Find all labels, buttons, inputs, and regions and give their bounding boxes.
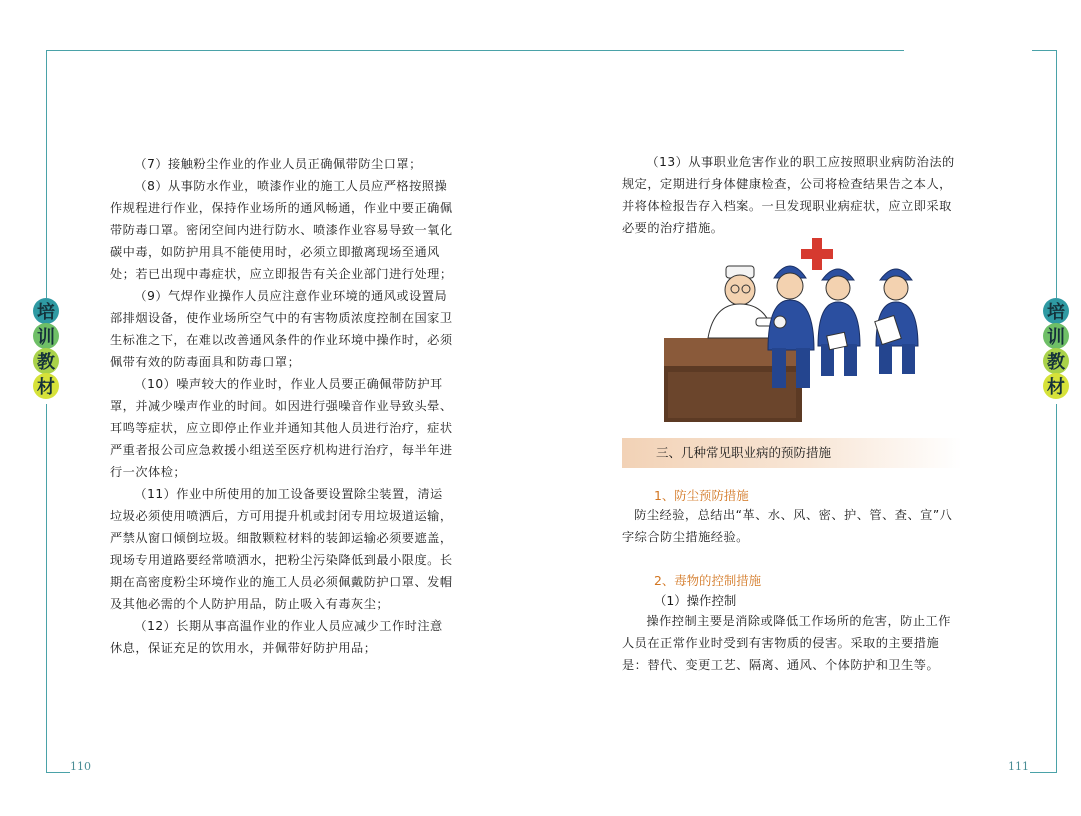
frame-bottom-right	[1030, 772, 1057, 773]
poison-heading: 2、毒物的控制措施	[654, 573, 762, 588]
section-title-bar: 三、几种常见职业病的预防措施	[622, 438, 962, 468]
paragraph: （8）从事防水作业，喷漆作业的施工人员应严格按照操作规程进行作业，保持作业场所的通风畅通，作业中要正确佩带防毒口罩。密闭空间内进行防水、喷漆作业容易导致一氧化碳中毒，如防护用具不能使用时，必须立即撤离现场至通风处；若已出现中毒症状，应立即报告有关企业部门进行处理；	[110, 179, 453, 281]
frame-top-right	[1032, 50, 1057, 51]
tab-char: 培	[1043, 298, 1069, 324]
tab-char: 材	[1043, 373, 1069, 399]
tab-char: 训	[1043, 323, 1069, 349]
paragraph: 操作控制主要是消除或降低工作场所的危害，防止工作人员在正常作业时受到有害物质的侵害。采取的主要措施是：替代、变更工艺、隔离、通风、个体防护和卫生等。	[622, 614, 951, 672]
health-check-illustration	[664, 238, 966, 422]
frame-bottom-left	[46, 772, 70, 773]
poison-text	[622, 610, 958, 676]
tab-char: 教	[33, 348, 59, 374]
frame-right-lower	[1056, 404, 1057, 772]
paragraph: （12）长期从事高温作业的作业人员应减少工作时注意休息，保证充足的饮用水，并佩带好防护用品；	[110, 619, 443, 655]
poison-subheading: （1）操作控制	[654, 593, 737, 608]
left-text-column	[110, 153, 454, 659]
left-side-tab	[33, 298, 59, 398]
right-side-tab	[1043, 298, 1069, 398]
tab-char: 培	[33, 298, 59, 324]
frame-left-lower	[46, 404, 47, 772]
paragraph: 防尘经验，总结出“革、水、风、密、护、管、查、宣”八字综合防尘措施经验。	[622, 508, 953, 544]
page-number-left: 110	[70, 760, 91, 773]
tab-char: 教	[1043, 348, 1069, 374]
paragraph: （9）气焊作业操作人员应注意作业环境的通风或设置局部排烟设备，使作业场所空气中的有害物质浓度控制在国家卫生标准之下，在难以改善通风条件的作业环境中操作时，必须佩带有效的防毒面具和防毒口罩；	[110, 289, 453, 369]
dust-heading: 1、防尘预防措施	[654, 488, 749, 503]
dust-text	[622, 504, 958, 548]
paragraph: （10）噪声较大的作业时，作业人员要正确佩带防护耳罩，并减少噪声作业的时间。如因进行强噪音作业导致头晕、耳鸣等症状，应立即停止作业并通知其他人员进行治疗，症状严重者报公司应急救援小组送至医疗机构进行治疗，每半年进行一次体检；	[110, 377, 453, 479]
frame-right	[1056, 50, 1057, 298]
frame-top-left	[46, 50, 904, 51]
tab-char: 训	[33, 323, 59, 349]
tab-char: 材	[33, 373, 59, 399]
paragraph: （13）从事职业危害作业的职工应按照职业病防治法的规定，定期进行身体健康检查，公司将检查结果告之本人，并将体检报告存入档案。一旦发现职业病症状，应立即采取必要的治疗措施。	[622, 155, 955, 235]
paragraph: （7）接触粉尘作业的作业人员正确佩带防尘口罩；	[134, 157, 422, 171]
paragraph: （11）作业中所使用的加工设备要设置除尘装置，清运垃圾必须使用喷洒后，方可用提升机或封闭专用垃圾道运输，严禁从窗口倾倒垃圾。细散颗粒材料的装卸运输必须要遮盖，现场专用道路要经常喷洒水，把粉尘污染降低到最小限度。长期在高密度粉尘环境作业的施工人员必须佩戴防护口罩、发帽及其他必需的个人防护用品，防止吸入有毒灰尘；	[110, 487, 453, 611]
frame-left	[46, 50, 47, 298]
page-number-right: 111	[1008, 760, 1029, 773]
right-intro-text	[622, 151, 958, 239]
